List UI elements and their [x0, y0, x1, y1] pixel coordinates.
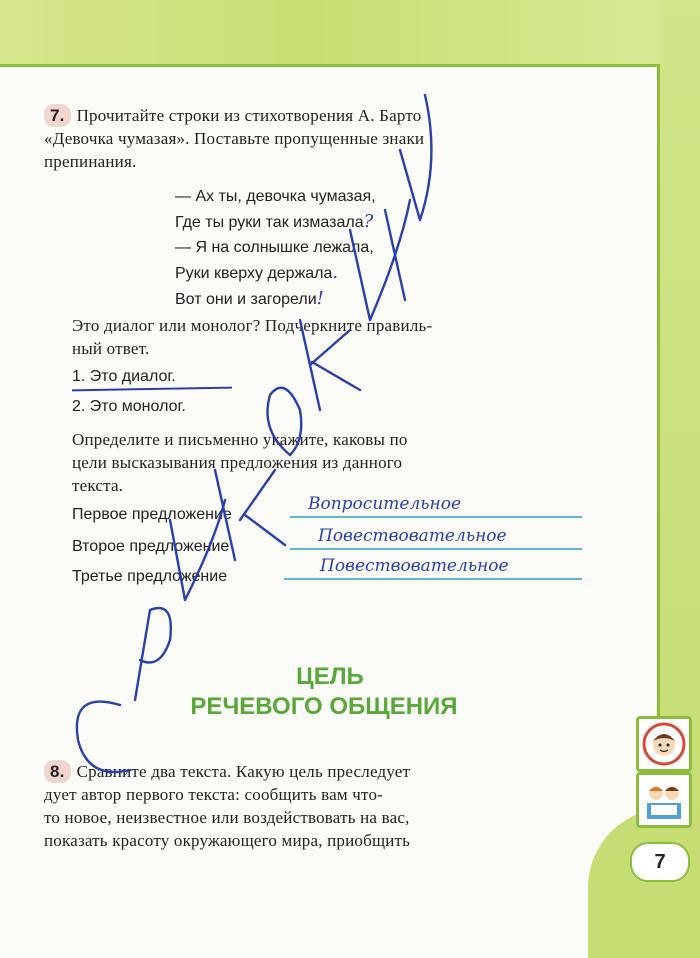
task8-line-2: дует автор первого текста: сообщить вам что- [44, 785, 384, 804]
poem-line-4: Руки кверху держала [175, 265, 333, 282]
option-dialog[interactable]: 1. Это диалог. [72, 368, 176, 385]
watermark-stroke-c [77, 702, 130, 772]
option-monologue[interactable]: 2. Это монолог. [72, 398, 186, 415]
answer-2[interactable]: Повествовательное [318, 526, 507, 546]
task8-number: 8. [44, 760, 71, 783]
define-line-2: цели высказывания предложения из данного [72, 453, 403, 472]
task7-line-2: «Девочка чумазая». Поставьте пропущенные знаки [44, 129, 425, 148]
question-line-2: ный ответ. [72, 339, 150, 358]
watermark-stroke-tail [400, 95, 431, 220]
question-line-1: Это диалог или монолог? Подчеркните правиль- [72, 316, 433, 335]
row-third-label: Третье предложение [72, 568, 228, 585]
poem-line-5: Вот они и загорели [175, 291, 317, 308]
page-number: 7 [630, 842, 690, 882]
inserted-exclamation: ! [316, 288, 324, 309]
answer-1[interactable]: Вопросительное [308, 494, 462, 514]
watermark-stroke-k2 [300, 320, 360, 410]
watermark-stroke-k [215, 470, 285, 560]
task7-line-3: препинания. [44, 152, 137, 171]
task8-line-4: показать красоту окружающего мира, приобщить [44, 831, 411, 850]
answer-3[interactable]: Повествовательное [320, 556, 509, 576]
poem-line-2: Где ты руки так измазала [175, 214, 364, 231]
inserted-period: . [332, 262, 339, 283]
row-second-label: Второе предложение [72, 538, 230, 555]
define-line-3: текста. [72, 476, 124, 495]
watermark-strokes [77, 95, 432, 772]
poem-line-1: — Ах ты, девочка чумазая, [175, 188, 376, 205]
task8-line-3: то новое, неизвестное или воздействовать на вас, [44, 808, 410, 827]
section-title-line-2: РЕЧЕВОГО ОБЩЕНИЯ [190, 693, 458, 720]
poem-line-3: — Я на солнышке лежала, [175, 239, 374, 256]
task8-line-1: Сравните два текста. Какую цель преследует [76, 762, 411, 781]
watermark-stroke-i [170, 500, 225, 600]
watermark-stroke-o [268, 388, 302, 455]
task7-line-1: Прочитайте строки из стихотворения А. Барто [76, 106, 422, 125]
watermark-stroke-p [135, 608, 171, 700]
define-line-1: Определите и письменно укажите, каковы по [72, 430, 408, 449]
watermark-stroke-i2 [350, 200, 410, 320]
task7-number: 7. [44, 104, 71, 127]
inserted-question-mark: ? [363, 211, 374, 232]
row-first-label: Первое предложение [72, 506, 232, 523]
section-title-line-1: ЦЕЛЬ [296, 663, 364, 690]
